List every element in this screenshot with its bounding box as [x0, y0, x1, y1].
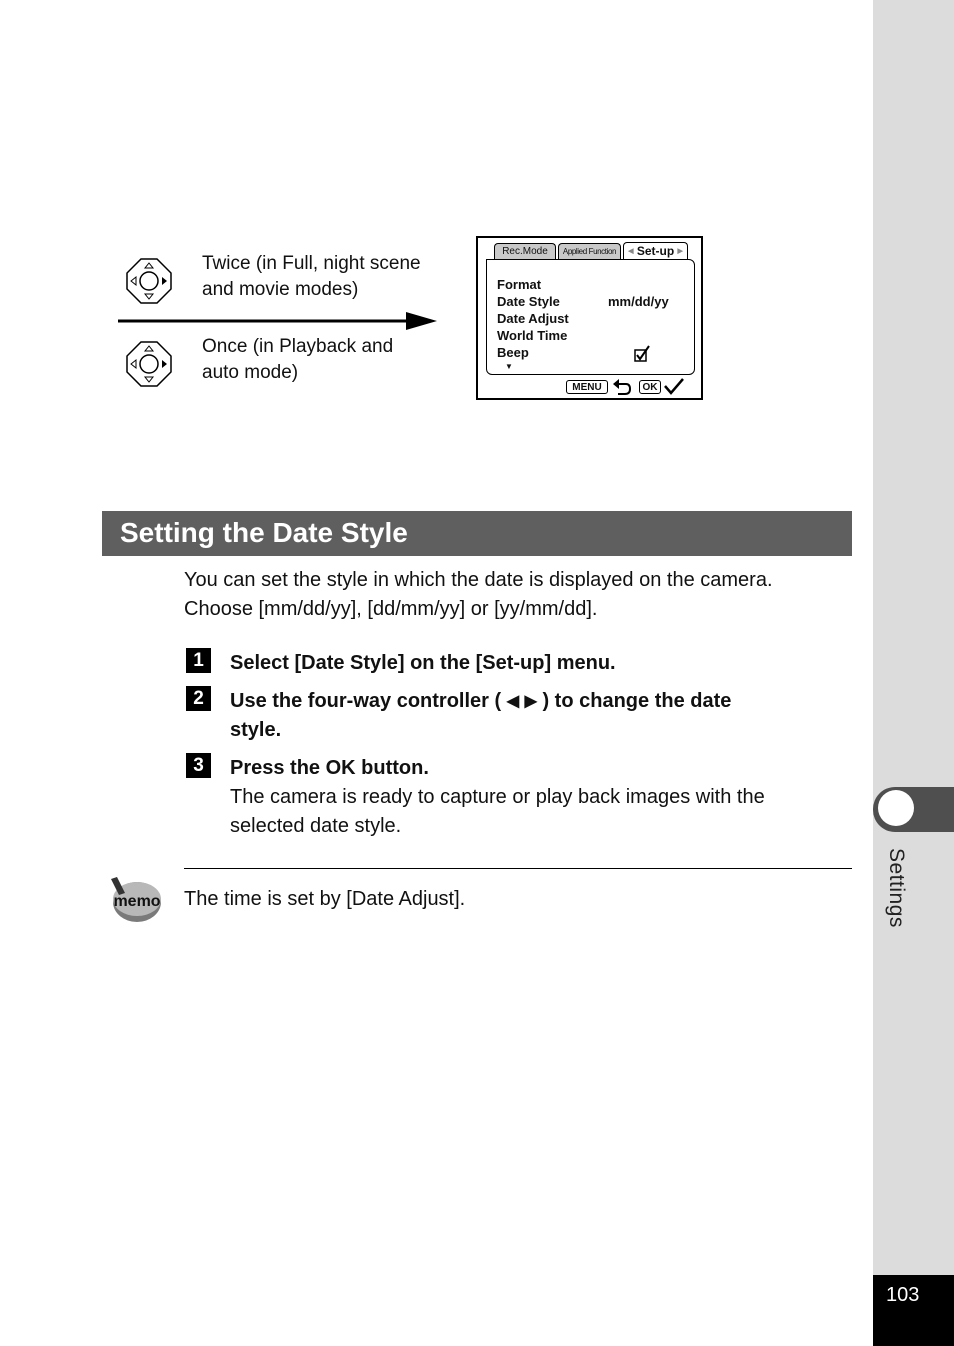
controller-instruction-once: Once (in Playback and auto mode) [202, 336, 394, 383]
camera-screen-illustration [476, 236, 703, 400]
tab-left-arrow-icon: ◀ [628, 247, 634, 255]
menu-item-format: Format [497, 277, 542, 292]
return-arrow-icon [612, 378, 632, 396]
step-number-2: 2 [186, 686, 211, 711]
right-arrow-icon [118, 310, 438, 332]
memo-divider [184, 868, 852, 869]
menu-item-beep: Beep [497, 345, 529, 360]
menu-item-world-time: World Time [497, 328, 568, 343]
page-number: 103 [886, 1284, 920, 1306]
menu-item-date-adjust: Date Adjust [497, 311, 569, 326]
intro-paragraph: You can set the style in which the date is displayed on the camera. Choose [mm/dd/yy], [dd/mm/yy] or [yy/mm/dd]. [184, 569, 773, 620]
left-arrow-icon: ◀ [506, 693, 520, 710]
step-2-title: Use the four-way controller ( ◀ ▶ ) to change the date style. [230, 690, 732, 741]
chapter-label: Settings [885, 848, 908, 928]
checkbox-checked-icon [626, 344, 650, 364]
right-arrow-icon: ▶ [524, 693, 537, 710]
scroll-down-arrow-icon: ▼ [505, 362, 513, 371]
four-way-controller-icon [125, 257, 173, 305]
step-number-1: 1 [186, 648, 211, 673]
menu-key-label: MENU [566, 380, 608, 394]
four-way-controller-icon [125, 340, 173, 388]
tab-right-arrow-icon: ▶ [677, 247, 683, 255]
controller-instruction-twice: Twice (in Full, night scene and movie modes) [202, 253, 421, 300]
tab-set-up: ◀ Set-up ▶ [623, 242, 688, 260]
chapter-tab-marker [878, 790, 914, 826]
checkmark-icon [663, 377, 685, 395]
chapter-sidebar [873, 0, 954, 1346]
tab-rec-mode: Rec.Mode [494, 243, 556, 259]
memo-text: The time is set by [Date Adjust]. [184, 888, 466, 910]
step-3-description: The camera is ready to capture or play back images with the selected date style. [230, 786, 765, 837]
svg-text:memo: memo [113, 893, 161, 910]
step-1-title: Select [Date Style] on the [Set-up] menu. [230, 652, 616, 674]
memo-icon [105, 873, 165, 925]
step-number-3: 3 [186, 753, 211, 778]
section-title: Setting the Date Style [120, 517, 408, 548]
menu-item-date-style: Date Style [497, 294, 560, 309]
date-style-value: mm/dd/yy [608, 294, 669, 309]
ok-key-label: OK [639, 380, 661, 394]
step-3-title: Press the OK button. [230, 757, 429, 779]
tab-applied-function: Applied Function [558, 243, 621, 259]
section-header [102, 511, 852, 556]
